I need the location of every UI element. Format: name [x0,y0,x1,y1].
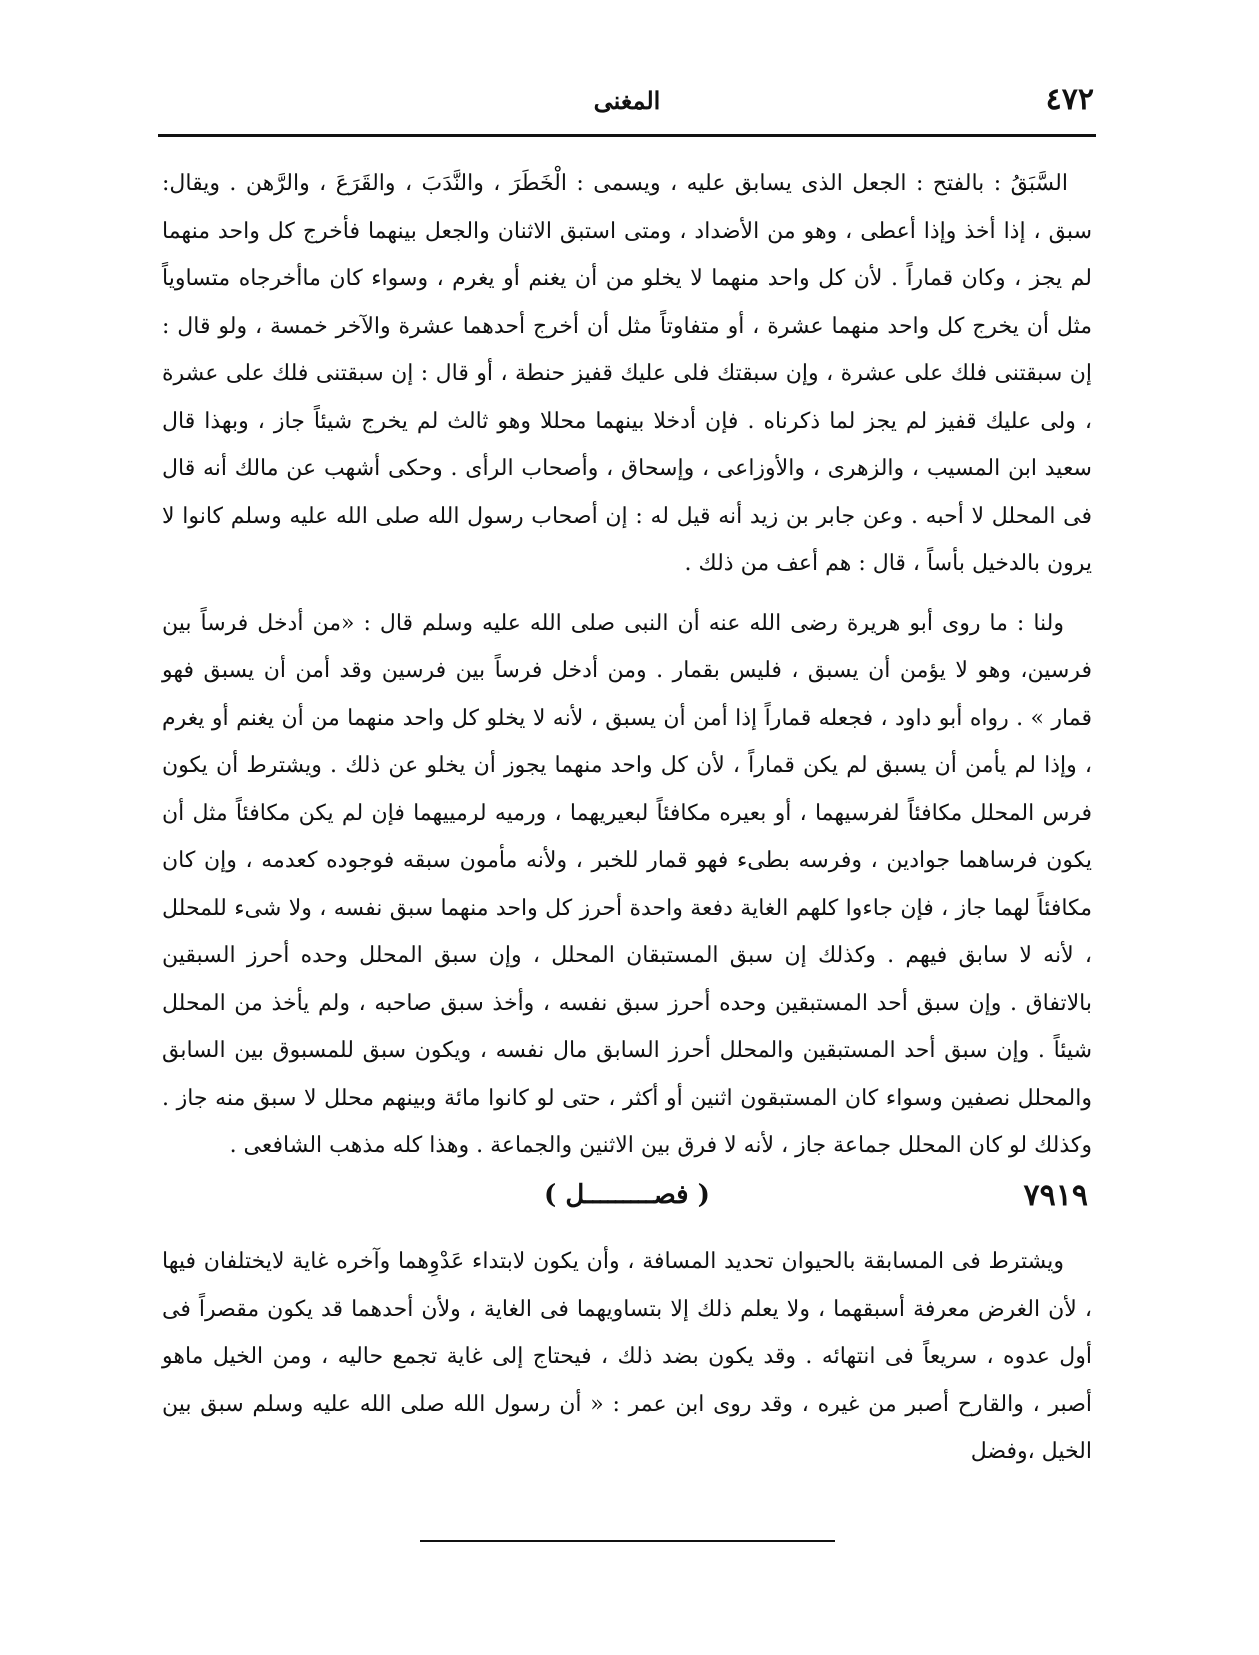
main-text [162,160,1092,1170]
book-title: المغنى [593,86,661,115]
paragraph: ويشترط فى المسابقة بالحيوان تحديد المسافة ، وأن يكون لابتداء عَدْوِهما وآخره غاية لايختلفان فيها ، لأن الغرض معرفة أسبقهما ، ولا يعلم ذلك إلا بتساويهما فى الغاية ، ولأن أحدهما قد يكون مقصراً فى أول عدوه ، سريعاً فى انتهائه . وقد يكون بضد ذلك ، فيحتاج إلى غاية تجمع حاليه ، ومن الخيل ماهو أصبر ، والقارح أصبر من غيره ، وقد روى ابن عمر : « أن رسول الله صلى الله عليه وسلم سبق بين الخيل ،وفضل [162,1249,1092,1464]
paragraph-gap [162,588,1092,600]
paragraph: ولنا : ما روى أبو هريرة رضى الله عنه أن النبى صلى الله عليه وسلم قال : «من أدخل فرساً بين فرسين، وهو لا يؤمن أن يسبق ، فليس بقمار . ومن أدخل فرساً بين فرسين وقد أمن أن يسبق فهو قمار » . رواه أبو داود ، فجعله قماراً إذا أمن أن يسبق ، لأنه لا يخلو كل واحد منهما من أن يغنم أو يغرم ، وإذا لم يأمن أن يسبق لم يكن قماراً ، لأن كل واحد منهما يجوز أن يخلو عن ذلك . ويشترط أن يكون فرس المحلل مكافئاً لفرسيهما ، أو بعيره مكافئاً لبعيريهما ، ورميه لرمييهما فإن لم يكن مكافئاً مثل أن يكون فرساهما جوادين ، وفرسه بطىء فهو قمار للخبر ، ولأنه مأمون سبقه فوجوده كعدمه ، وإن كان مكافئاً لهما جاز ، فإن جاءوا كلهم الغاية دفعة واحدة أحرز كل واحد منهما سبق نفسه ، ولا شىء للمحلل ، لأنه لا سابق فيهم . وكذلك إن سبق المستبقان المحلل ، وإن سبق المحلل وحده أحرز السبقين بالاتفاق . وإن سبق أحد المستبقين وحده أحرز سبق نفسه ، وأخذ سبق صاحبه ، ولم يأخذ من المحلل شيئاً . وإن سبق أحد المستبقين والمحلل أحرز السابق مال نفسه ، ويكون سبق للمسبوق بين السابق والمحلل نصفين وسواء كان المستبقون اثنين أو أكثر ، حتى لو كانوا مائة وبينهم محلل لا سبق منه جاز . وكذلك لو كان المحلل جماعة جاز ، لأنه لا فرق بين الاثنين والجماعة . وهذا كله مذهب الشافعى . [162,610,1092,1158]
section-title: ( فصـــــــــل ) [544,1180,710,1210]
footer-rule [420,1540,835,1542]
page-number: ٤٧٢ [1045,82,1094,117]
paragraph: السَّبَقُ : بالفتح : الجعل الذى يسابق عليه ، ويسمى : الْخَطَرَ ، والنَّدَبَ ، والقَرَعَ ، والرَّهن . ويقال: سبق ، إذا أخذ وإذا أعطى ، وهو من الأضداد ، ومتى استبق الاثنان والجعل بينهما فأخرج كل واحد منهما لم يجز ، وكان قماراً . لأن كل واحد منهما لا يخلو من أن يغنم أو يغرم ، وسواء كان ماأخرجاه متساوياً مثل أن يخرج كل واحد منهما عشرة ، أو متفاوتاً مثل أن أخرج أحدهما عشرة والآخر خمسة ، ولو قال : إن سبقتنى فلك على عشرة ، وإن سبقتك فلى عليك قفيز حنطة ، أو قال : إن سبقتنى فلك على عشرة ، ولى عليك قفيز لم يجز لما ذكرناه . فإن أدخلا بينهما محللا وهو ثالث لم يخرج شيئاً جاز ، وبهذا قال سعيد ابن المسيب ، والزهرى ، والأوزاعى ، وإسحاق ، وأصحاب الرأى . وحكى أشهب عن مالك أنه قال فى المحلل لا أحبه . وعن جابر بن زيد أنه قيل له : إن أصحاب رسول الله صلى الله عليه وسلم كانوا لا يرون بالدخيل بأساً ، قال : هم أعف من ذلك . [162,171,1092,576]
page-header [160,78,1094,138]
section-heading [162,1178,1092,1224]
section-number: ٧٩١٩ [1023,1178,1088,1213]
header-rule [158,134,1096,137]
section-text [162,1238,1092,1476]
